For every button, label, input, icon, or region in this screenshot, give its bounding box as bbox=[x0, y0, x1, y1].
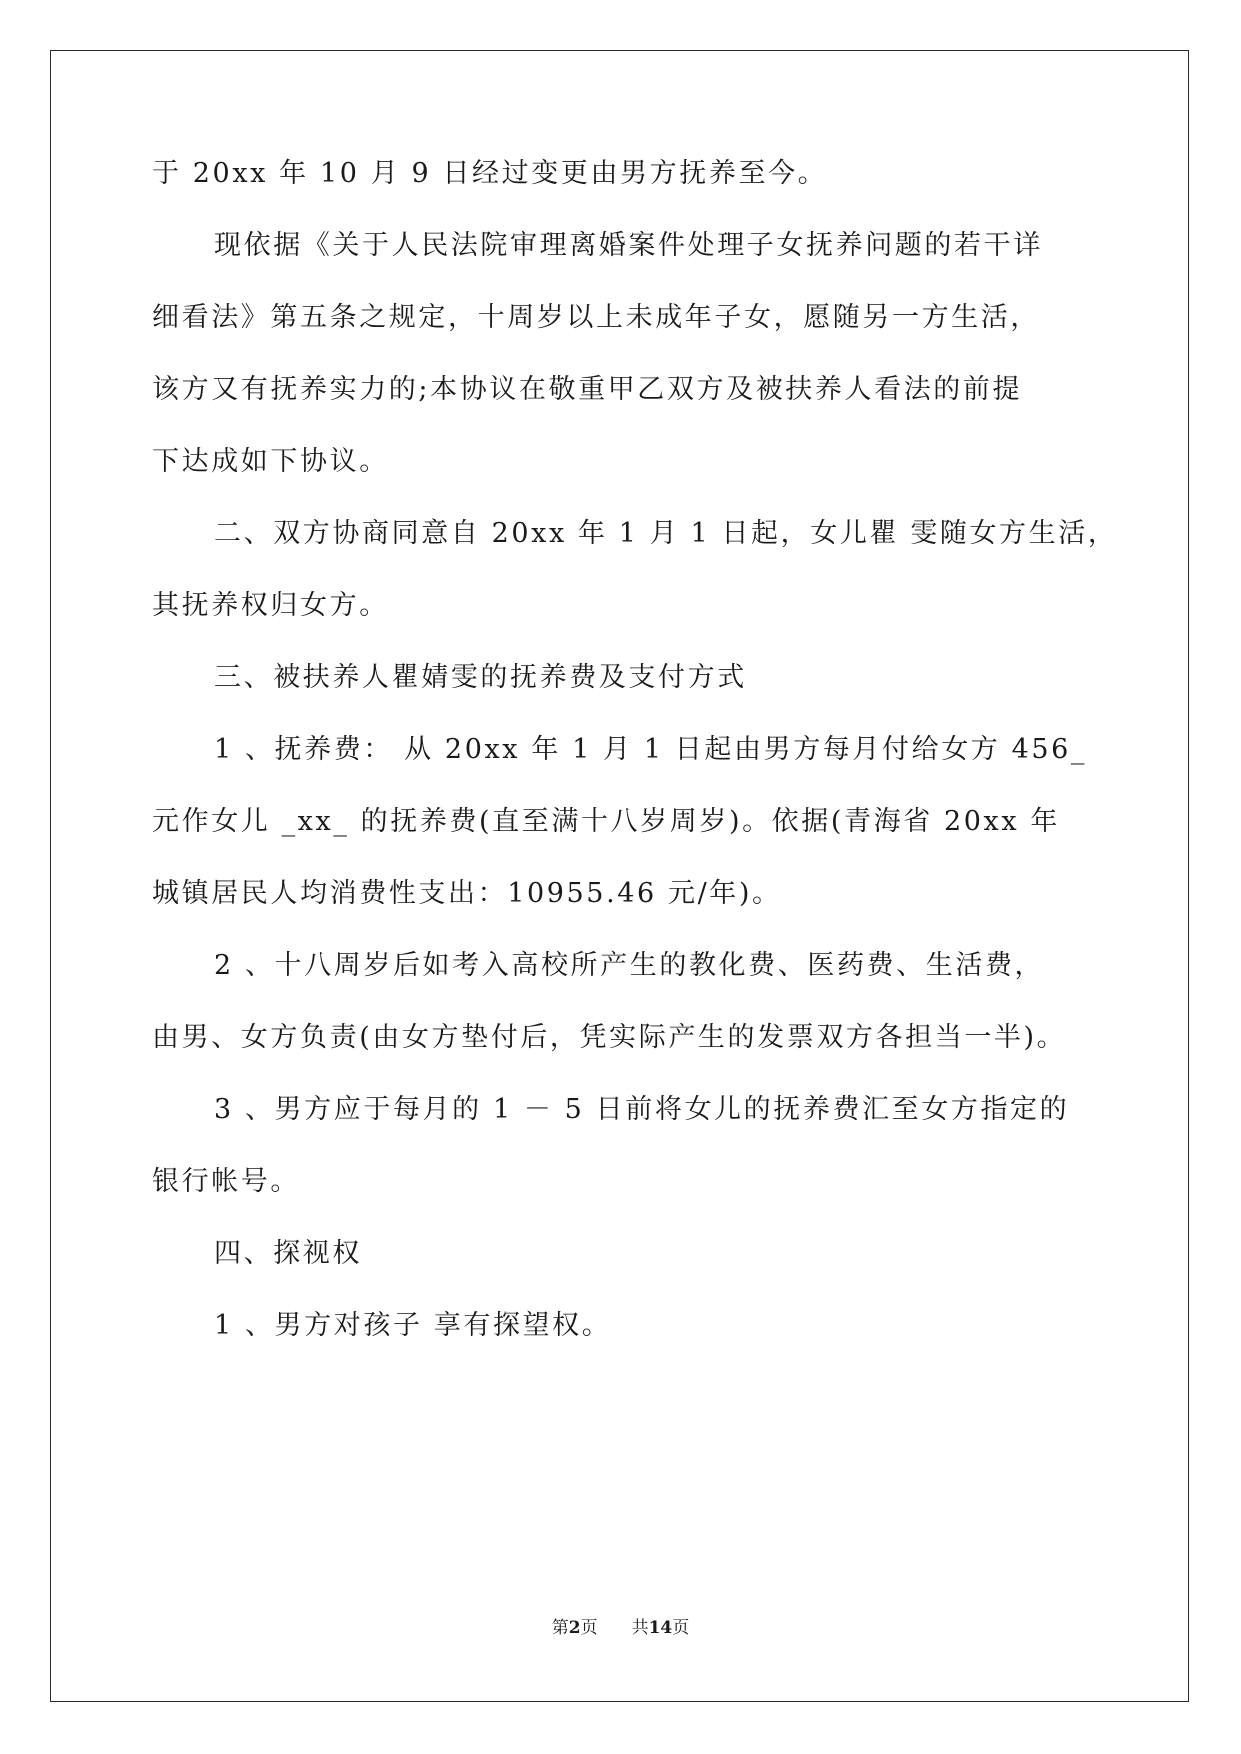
text-line-6: 二、双方协商同意自 20xx 年 1 月 1 日起，女儿瞿 雯随女方生活， bbox=[214, 518, 1118, 549]
text-line-13: 由男、女方负责(由女方垫付后，凭实际产生的发票双方各担当一半)。 bbox=[152, 1022, 1067, 1053]
text-line-16: 四、探视权 bbox=[214, 1238, 362, 1269]
text-line-14: 3 、男方应于每月的 1 － 5 日前将女儿的抚养费汇至女方指定的 bbox=[214, 1094, 1070, 1125]
page-footer bbox=[0, 1617, 1241, 1639]
page-border bbox=[50, 50, 1189, 1702]
page-number: 2 bbox=[568, 1618, 581, 1638]
total-prefix: 共 bbox=[631, 1618, 649, 1638]
text-line-9: 1 、抚养费： 从 20xx 年 1 月 1 日起由男方每月付给女方 456_ bbox=[214, 734, 1088, 765]
text-line-7: 其抚养权归女方。 bbox=[152, 590, 389, 621]
text-line-3: 细看法》第五条之规定，十周岁以上未成年子女，愿随另一方生活， bbox=[152, 302, 1040, 333]
text-line-15: 银行帐号。 bbox=[152, 1166, 300, 1197]
text-line-8: 三、被扶养人瞿婧雯的抚养费及支付方式 bbox=[214, 662, 747, 693]
total-pages: 14 bbox=[648, 1618, 673, 1638]
page-prefix: 第 bbox=[551, 1618, 569, 1638]
page-suffix: 页 bbox=[580, 1618, 598, 1638]
text-line-10: 元作女儿 _xx_ 的抚养费(直至满十八岁周岁)。依据(青海省 20xx 年 bbox=[152, 806, 1060, 837]
text-line-12: 2 、十八周岁后如考入高校所产生的教化费、医药费、生活费， bbox=[214, 950, 1045, 981]
text-line-17: 1 、男方对孩子 享有探望权。 bbox=[214, 1310, 612, 1341]
text-line-5: 下达成如下协议。 bbox=[152, 446, 389, 477]
total-suffix: 页 bbox=[672, 1618, 690, 1638]
text-line-11: 城镇居民人均消费性支出：10955.46 元/年)。 bbox=[152, 878, 782, 909]
text-line-2: 现依据《关于人民法院审理离婚案件处理子女抚养问题的若干详 bbox=[214, 230, 1043, 261]
text-line-1: 于 20xx 年 10 月 9 日经过变更由男方抚养至今。 bbox=[152, 158, 828, 189]
text-line-4: 该方又有抚养实力的;本协议在敬重甲乙双方及被扶养人看法的前提 bbox=[152, 374, 1023, 405]
